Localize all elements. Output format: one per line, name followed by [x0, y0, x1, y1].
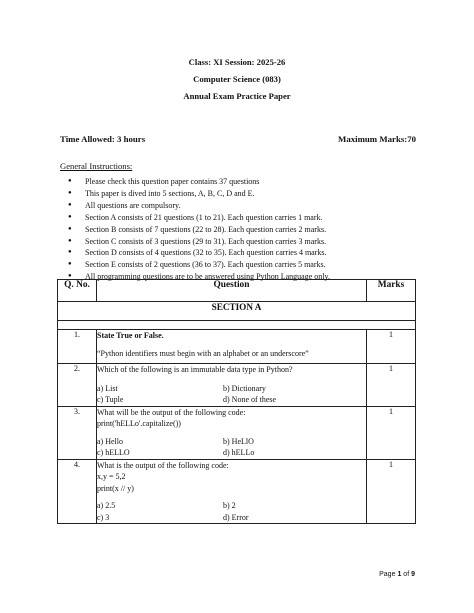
instruction-item: ● This paper is dived into 5 sections, A, B, C, D and E.	[60, 188, 420, 200]
question-number: 3.	[58, 406, 97, 459]
instruction-item: ● Section C consists of 3 questions (29 to 31). Each question carries 3 marks.	[60, 236, 420, 248]
question-marks: 1	[367, 364, 416, 407]
question-cell	[97, 459, 367, 524]
question-row	[58, 330, 416, 364]
page-word: Page	[379, 571, 396, 578]
code-line: print('hELLo'.capitalize())	[97, 419, 181, 428]
options-grid	[97, 383, 366, 406]
section-a-title: SECTION A	[58, 302, 416, 321]
question-marks: 1	[367, 406, 416, 459]
question-text: Which of the following is an immutable data type in Python?	[97, 365, 293, 374]
question-row	[58, 459, 416, 524]
option: c) hELLO	[97, 448, 130, 457]
class-session-line: Class: XI Session: 2025-26	[188, 57, 286, 67]
question-number: 1.	[58, 330, 97, 364]
option: b) Dictionary	[223, 383, 266, 393]
table-header-row	[58, 280, 416, 302]
instructions-list	[60, 176, 420, 283]
instruction-item: ● Section B consists of 7 questions (22 to 28). Each question carries 2 marks.	[60, 224, 420, 236]
instruction-item: ● Section D consists of 4 questions (32 to 35). Each question carries 4 marks.	[60, 247, 420, 259]
instruction-item: ● Section E consists of 2 questions (36 to 37). Each question carries 5 marks.	[60, 259, 420, 271]
option: c) Tuple	[97, 395, 124, 404]
option: a) Hello	[97, 436, 123, 446]
question-number: 4.	[58, 459, 97, 524]
paper-title: Annual Exam Practice Paper	[183, 91, 291, 101]
question-statement: “Python identifiers must begin with an alphabet or an underscore”	[97, 348, 309, 358]
option: b) 2	[223, 501, 236, 510]
instruction-item: ● All questions are compulsory.	[60, 200, 420, 212]
question-marks: 1	[367, 330, 416, 364]
question-row	[58, 406, 416, 459]
question-row	[58, 364, 416, 407]
question-marks: 1	[367, 459, 416, 524]
option: a) List	[97, 383, 118, 393]
questions-table	[57, 279, 416, 524]
option: c) 3	[97, 512, 110, 522]
code-line: x,y = 5,2	[97, 472, 126, 481]
question-column-header: Question	[97, 280, 367, 302]
question-cell	[97, 330, 367, 364]
option: d) None of these	[223, 395, 277, 404]
instruction-item: ● Please check this question paper contains 37 questions	[60, 176, 420, 188]
question-text: What will be the output of the following code:	[97, 407, 246, 417]
marks-column-header: Marks	[367, 280, 416, 302]
subject-line: Computer Science (083)	[193, 74, 281, 84]
maximum-marks: Maximum Marks:70	[338, 134, 416, 144]
option: d) Error	[223, 512, 249, 522]
page-number: 1	[397, 571, 402, 578]
option: d) hELLo	[223, 448, 255, 457]
instruction-item: ● All programming questions are to be answered using Python Language only.	[60, 271, 420, 283]
question-cell	[97, 364, 367, 407]
option: b) HeLlO	[223, 436, 254, 446]
section-row	[58, 302, 416, 321]
of-word: of	[403, 571, 410, 578]
question-cell	[97, 406, 367, 459]
question-number: 2.	[58, 364, 97, 407]
instruction-item: ● Section A consists of 21 questions (1 to 21). Each question carries 1 mark.	[60, 212, 420, 224]
options-grid	[97, 500, 366, 523]
page-total: 9	[411, 571, 415, 578]
question-title: State True or False.	[97, 331, 164, 340]
time-allowed: Time Allowed: 3 hours	[60, 134, 146, 144]
spacer-row	[58, 321, 416, 330]
qno-column-header: Q. No.	[58, 280, 97, 302]
code-line: print(x // y)	[97, 483, 134, 493]
question-text: What is the output of the following code:	[97, 460, 229, 470]
options-grid	[97, 436, 366, 459]
option: a) 2.5	[97, 501, 116, 510]
general-instructions-heading: General Instructions:	[60, 161, 133, 171]
time-marks-row	[60, 134, 416, 144]
page-footer	[379, 571, 415, 578]
